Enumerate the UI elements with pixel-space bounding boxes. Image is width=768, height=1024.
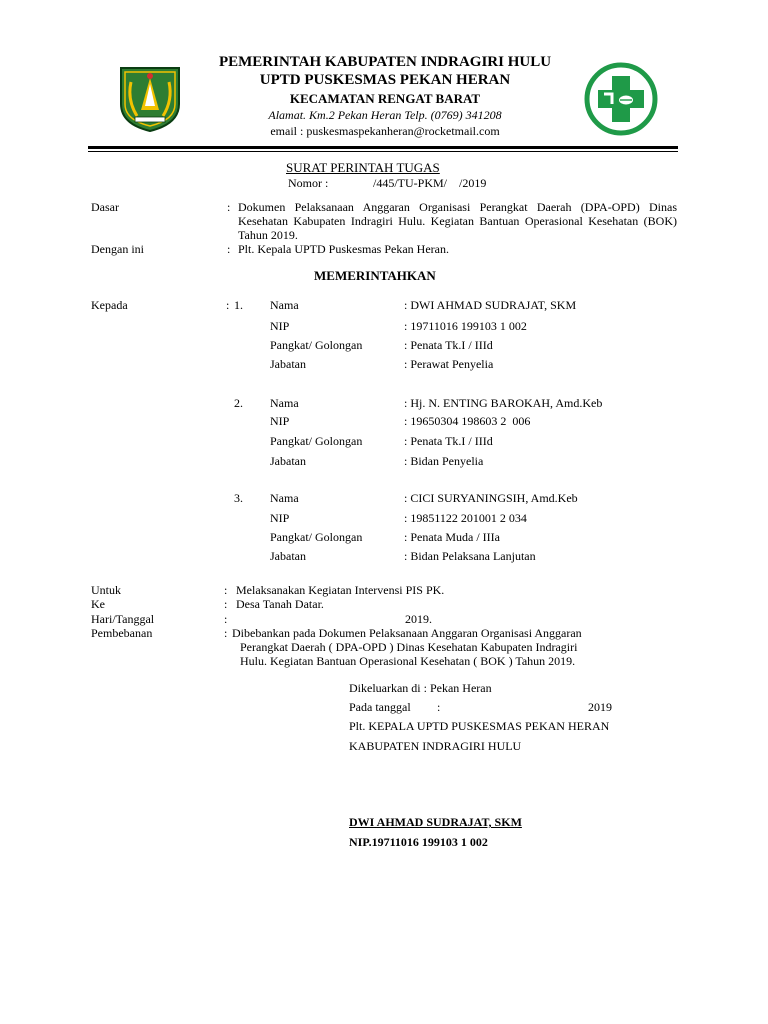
- kepada-label: Kepada: [91, 298, 128, 312]
- dikeluarkan-di: Dikeluarkan di : Pekan Heran: [349, 681, 492, 695]
- field-value: : 19650304 198603 2 006: [404, 414, 531, 428]
- field-label: Nama: [270, 491, 299, 505]
- dengan-ini-label: Dengan ini: [91, 242, 144, 256]
- person-number: 2.: [234, 396, 243, 410]
- header-uptd: UPTD PUSKESMAS PEKAN HERAN: [259, 72, 511, 88]
- field-value: : 19851122 201001 2 034: [404, 511, 527, 525]
- pada-tanggal-year: 2019: [588, 700, 612, 714]
- field-label: NIP: [270, 319, 290, 333]
- header-address: Alamat. Km.2 Pekan Heran Telp. (0769) 341208: [268, 108, 502, 122]
- pembebanan-line-3: Hulu. Kegiatan Bantuan Operasional Kesehatan ( BOK ) Tahun 2019.: [240, 654, 576, 668]
- field-label: Jabatan: [270, 357, 306, 371]
- hari-tanggal-value: 2019.: [405, 612, 432, 626]
- header-rule-thick: [88, 146, 678, 149]
- header-government: PEMERINTAH KABUPATEN INDRAGIRI HULU: [218, 54, 552, 70]
- nomor-value: /445/TU-PKM/ /2019: [373, 176, 487, 190]
- signer-name: DWI AHMAD SUDRAJAT, SKM: [349, 815, 522, 829]
- pembebanan-label: Pembebanan: [91, 626, 153, 640]
- field-label: Nama: [270, 396, 299, 410]
- untuk-value: Melaksanakan Kegiatan Intervensi PIS PK.: [236, 583, 445, 597]
- field-label: Nama: [270, 298, 299, 312]
- header-email: email : puskesmaspekanheran@rocketmail.com: [270, 124, 500, 138]
- field-label: NIP: [270, 511, 290, 525]
- hari-tanggal-colon: :: [224, 612, 228, 626]
- hari-tanggal-label: Hari/Tanggal: [91, 612, 155, 626]
- field-value: : Penata Muda / IIIa: [404, 530, 500, 544]
- untuk-colon: :: [224, 583, 228, 597]
- signer-position-1: Plt. KEPALA UPTD PUSKESMAS PEKAN HERAN: [349, 719, 610, 733]
- untuk-label: Untuk: [91, 583, 121, 597]
- dasar-colon: :: [227, 200, 231, 214]
- field-label: Pangkat/ Golongan: [270, 338, 363, 352]
- header-kecamatan: KECAMATAN RENGAT BARAT: [289, 91, 481, 106]
- ke-label: Ke: [91, 597, 105, 611]
- pembebanan-line-1: Dibebankan pada Dokumen Pelaksanaan Anggaran Organisasi Anggaran: [232, 626, 582, 640]
- field-value: : Perawat Penyelia: [404, 357, 494, 371]
- dengan-ini-colon: :: [227, 242, 231, 256]
- field-value: : Hj. N. ENTING BAROKAH, Amd.Keb: [404, 396, 603, 410]
- signer-position-2: KABUPATEN INDRAGIRI HULU: [349, 739, 522, 753]
- field-label: Pangkat/ Golongan: [270, 434, 363, 448]
- person-number: 3.: [234, 491, 243, 505]
- pada-tanggal-label: Pada tanggal: [349, 700, 411, 714]
- pembebanan-line-2: Perangkat Daerah ( DPA-OPD ) Dinas Kesehatan Kabupaten Indragiri: [240, 640, 578, 654]
- header-rule-thin: [88, 151, 678, 152]
- letter-title: SURAT PERINTAH TUGAS: [286, 160, 440, 175]
- field-value: : CICI SURYANINGSIH, Amd.Keb: [404, 491, 578, 505]
- pembebanan-colon: :: [224, 626, 228, 640]
- field-label: NIP: [270, 414, 290, 428]
- dengan-ini-text: Plt. Kepala UPTD Puskesmas Pekan Heran.: [238, 242, 449, 256]
- field-value: : Bidan Pelaksana Lanjutan: [404, 549, 536, 563]
- field-label: Jabatan: [270, 549, 306, 563]
- dasar-label: Dasar: [91, 200, 119, 214]
- nomor-label: Nomor :: [288, 176, 329, 190]
- field-value: : Penata Tk.I / IIId: [404, 434, 493, 448]
- field-value: : 19711016 199103 1 002: [404, 319, 527, 333]
- field-label: Pangkat/ Golongan: [270, 530, 363, 544]
- kepada-colon: :: [226, 298, 230, 312]
- memerintahkan-heading: MEMERINTAHKAN: [314, 268, 436, 283]
- ke-value: Desa Tanah Datar.: [236, 597, 324, 611]
- field-value: : DWI AHMAD SUDRAJAT, SKM: [404, 298, 577, 312]
- signer-nip: NIP.19711016 199103 1 002: [349, 835, 488, 849]
- pada-tanggal-colon: :: [437, 700, 441, 714]
- field-value: : Bidan Penyelia: [404, 454, 484, 468]
- ke-colon: :: [224, 597, 228, 611]
- person-number: 1.: [234, 298, 243, 312]
- field-value: : Penata Tk.I / IIId: [404, 338, 493, 352]
- dasar-text: Dokumen Pelaksanaan Anggaran Organisasi Perangkat Daerah (DPA-OPD) Dinas Kesehatan Kabupaten Indragiri Hulu. Kegiatan Bantuan Operasional Kesehatan (BOK) Tahun 2019.: [238, 200, 677, 242]
- field-label: Jabatan: [270, 454, 306, 468]
